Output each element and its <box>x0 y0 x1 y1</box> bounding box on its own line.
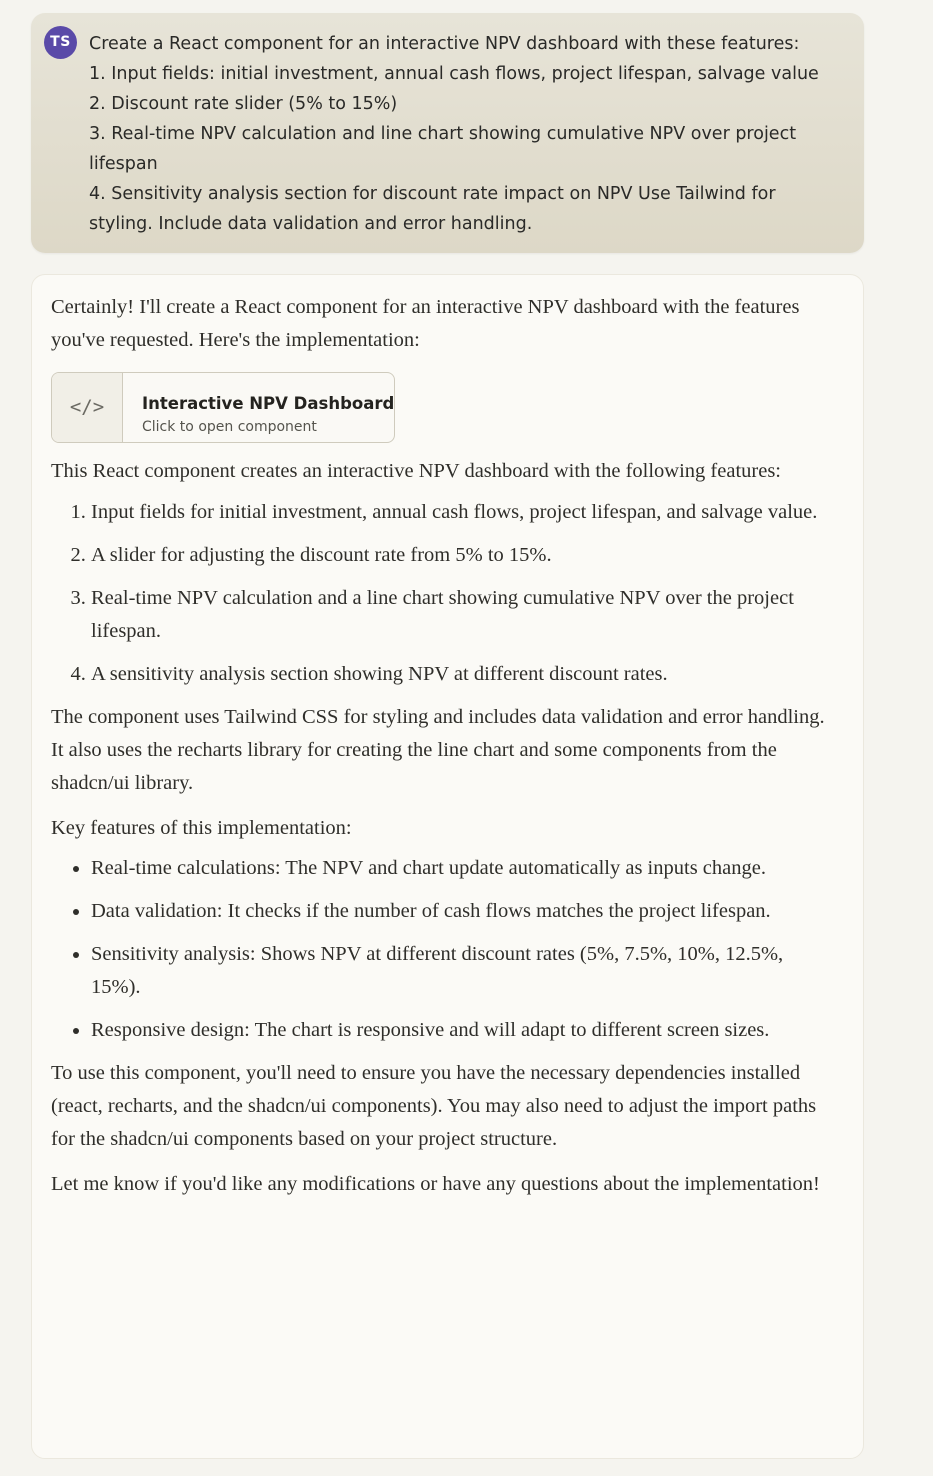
user-avatar[interactable]: TS <box>44 26 77 59</box>
user-message <box>31 13 864 253</box>
assistant-message-body <box>51 291 831 1201</box>
features-intro: This React component creates an interactive NPV dashboard with the following features: <box>51 460 781 482</box>
user-message-line: lifespan <box>89 154 158 174</box>
dependencies-note: To use this component, you'll need to ensure you have the necessary dependencies installed (react, recharts, and the shadcn/ui components). You may also need to adjust the import paths for the shadcn/ui components based on your project structure. <box>51 1062 817 1150</box>
list-item: • Responsive design: The chart is responsive and will adapt to different screen sizes. <box>91 1014 831 1047</box>
user-message-line: Create a React component for an interactive NPV dashboard with these features: <box>89 34 800 54</box>
user-message-line: styling. Include data validation and error handling. <box>89 214 533 234</box>
key-features-title: Key features of this implementation: <box>51 817 352 839</box>
list-item: • Data validation: It checks if the number of cash flows matches the project lifespan. <box>91 895 831 928</box>
list-item: • Sensitivity analysis: Shows NPV at different discount rates (5%, 7.5%, 10%, 12.5%, 15%). <box>91 938 831 1004</box>
key-features-list <box>51 852 831 1047</box>
features-list <box>51 496 831 691</box>
code-icon: </> <box>52 373 123 442</box>
artifact-title: Interactive NPV Dashboard <box>142 394 395 413</box>
list-item: • Real-time calculations: The NPV and chart update automatically as inputs change. <box>91 852 831 885</box>
user-message-line: 4. Sensitivity analysis section for discount rate impact on NPV Use Tailwind for <box>89 184 776 204</box>
closing-text: Let me know if you'd like any modifications or have any questions about the implementation! <box>51 1173 820 1195</box>
styling-note: The component uses Tailwind CSS for styling and includes data validation and error handling. It also uses the recharts library for creating the line chart and some components from the shadcn/ui library. <box>51 706 825 794</box>
assistant-intro: Certainly! I'll create a React component for an interactive NPV dashboard with the features you've requested. Here's the implementation: <box>51 296 800 351</box>
artifact-card[interactable] <box>51 372 395 443</box>
list-item: 2. A slider for adjusting the discount rate from 5% to 15%. <box>91 539 831 572</box>
user-message-line: 3. Real-time NPV calculation and line chart showing cumulative NPV over project <box>89 124 797 144</box>
user-message-line: 2. Discount rate slider (5% to 15%) <box>89 94 398 114</box>
list-item: 1. Input fields for initial investment, annual cash flows, project lifespan, and salvage value. <box>91 496 831 529</box>
list-item: 4. A sensitivity analysis section showing NPV at different discount rates. <box>91 658 831 691</box>
assistant-message <box>31 274 864 1459</box>
list-item: 3. Real-time NPV calculation and a line chart showing cumulative NPV over the project lifespan. <box>91 582 831 648</box>
user-message-text <box>89 29 859 239</box>
artifact-subtitle: Click to open component <box>142 419 317 435</box>
user-message-line: 1. Input fields: initial investment, annual cash flows, project lifespan, salvage value <box>89 64 819 84</box>
